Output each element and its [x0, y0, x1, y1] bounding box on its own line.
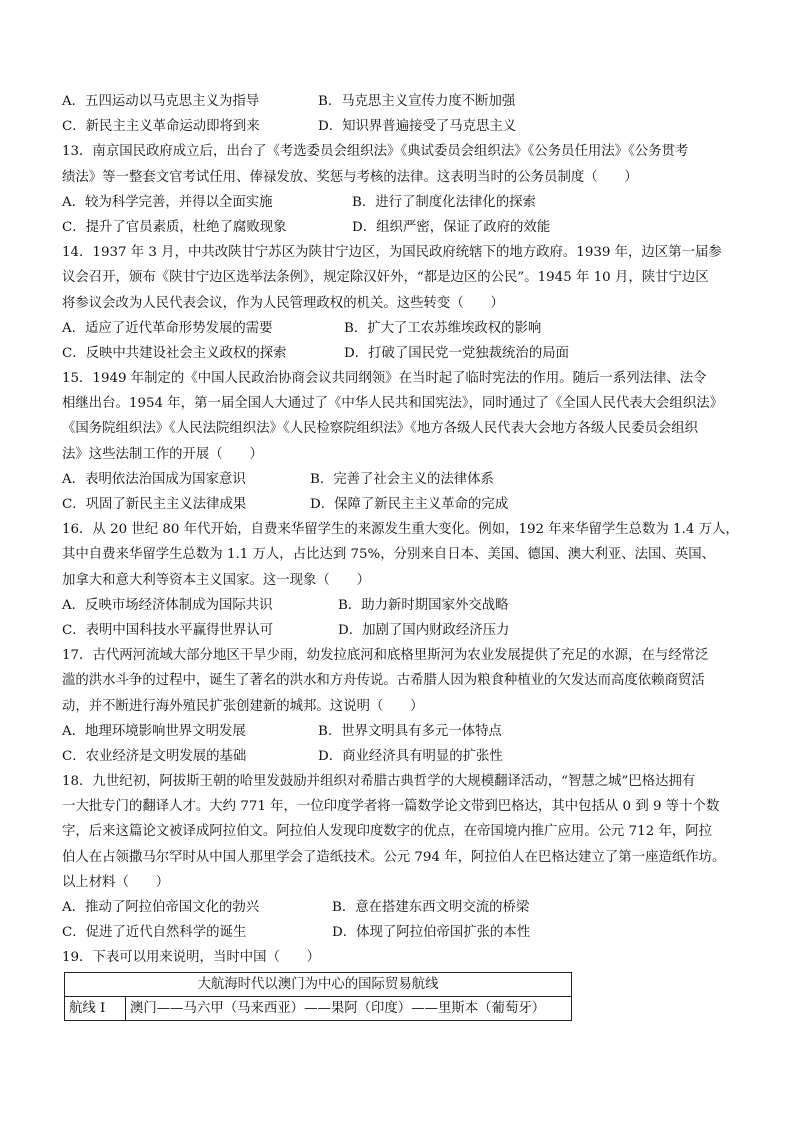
q15-stem-line: 《国务院组织法》《人民法院组织法》《人民检察院组织法》《地方各级人民代表大会地方各级人民委员会组织 [62, 421, 699, 437]
q13-option-c[interactable]: C．提升了官员素质，杜绝了腐败现象 [62, 219, 287, 235]
trade-route-table [64, 972, 572, 1021]
route-label: 航线 I [65, 996, 126, 1020]
q16-option-c[interactable]: C．表明中国科技水平赢得世界认可 [62, 622, 274, 638]
q18-option-b[interactable]: B．意在搭建东西文明交流的桥梁 [332, 900, 530, 915]
exam-page [62, 89, 772, 1021]
q18-stem-line: 以上材料（ ） [62, 874, 170, 890]
q16-stem-line: 16．从 20 世纪 80 年代开始，自费来华留学生的来源发生重大变化。例如，192 年来华留学生总数为 1.4 万人， [62, 522, 739, 538]
q14-option-c[interactable]: C．反映中共建设社会主义政权的探索 [62, 345, 287, 361]
q12-options-row1 [62, 89, 772, 114]
q17-option-a[interactable]: A．地理环境影响世界文明发展 [62, 723, 246, 739]
q12-option-c[interactable]: C．新民主主义革命运动即将到来 [62, 119, 260, 135]
q12-option-b[interactable]: B．马克思主义宣传力度不断加强 [318, 94, 516, 109]
q12-option-d[interactable]: D．知识界普遍接受了马克思主义 [318, 119, 517, 135]
q15-option-b[interactable]: B．完善了社会主义的法律体系 [310, 471, 494, 487]
q13-stem-line: 13．南京国民政府成立后，出台了《考选委员会组织法》《典试委员会组织法》《公务员任用法》《公务贯考 [62, 144, 689, 160]
q18-option-a[interactable]: A．推动了阿拉伯帝国文化的勃兴 [62, 900, 260, 915]
q18-stem-line: 18．九世纪初，阿拔斯王朝的哈里发鼓励并组织对希腊古典哲学的大规模翻译活动，“智慧之城”巴格达拥有 [62, 774, 696, 790]
question-15 [62, 366, 772, 517]
trade-route-table-caption: 大航海时代以澳门为中心的国际贸易航线 [65, 972, 572, 996]
q13-option-a[interactable]: A．较为科学完善，并得以全面实施 [62, 194, 273, 210]
q16-option-d[interactable]: D．加剧了国内财政经济压力 [338, 622, 510, 638]
q16-option-a[interactable]: A．反映市场经济体制成为国际共识 [62, 597, 273, 613]
question-18 [62, 769, 772, 945]
q19-stem: 19．下表可以用来说明，当时中国（ ） [62, 950, 321, 966]
q13-option-d[interactable]: D．组织严密，保证了政府的效能 [352, 219, 551, 235]
q13-stem-line: 绩法》等一整套文官考试任用、俸禄发放、奖惩与考核的法律。这表明当时的公务员制度（ ） [62, 169, 638, 185]
q18-stem-line: 一大批专门的翻译人才。大约 771 年，一位印度学者将一篇数学论文带到巴格达，其中包括从 0 到 9 等十个数 [62, 799, 720, 815]
q15-stem-line: 15．1949 年制定的《中国人民政治协商会议共同纲领》在当时起了临时宪法的作用。随后一系列法律、法令 [62, 371, 707, 387]
q15-option-c[interactable]: C．巩固了新民主主义法律成果 [62, 497, 247, 512]
q18-option-d[interactable]: D．体现了阿拉伯帝国扩张的本性 [332, 925, 531, 941]
question-13 [62, 139, 772, 240]
q12-option-a[interactable]: A．五四运动以马克思主义为指导 [62, 94, 260, 109]
q14-option-a[interactable]: A．适应了近代革命形势发展的需要 [62, 320, 273, 336]
q17-stem-line: 动，并不断进行海外殖民扩张创建新的城邦。这说明（ ） [62, 698, 424, 714]
q17-option-c[interactable]: C．农业经济是文明发展的基础 [62, 748, 247, 764]
q17-stem-line: 17．古代两河流域大部分地区干旱少雨，幼发拉底河和底格里斯河为农业发展提供了充足的水源，在与经常泛 [62, 648, 709, 664]
q18-stem-line: 伯人在占领撒马尔罕时从中国人那里学会了造纸技术。公元 794 年，阿拉伯人在巴格达建立了第一座造纸作坊。 [62, 849, 726, 865]
q14-option-b[interactable]: B．扩大了工农苏维埃政权的影响 [344, 320, 542, 336]
q15-stem-line: 相继出台。1954 年，第一届全国人大通过了《中华人民共和国宪法》，同时通过了《全国人民代表大会组织法》 [62, 396, 723, 412]
q18-stem-line: 字，后来这篇论文被译成阿拉伯文。阿拉伯人发现印度数字的优点，在帝国境内推广应用。公元 712 年，阿拉 [62, 824, 713, 840]
route-path: 澳门——马六甲（马来西亚）——果阿（印度）——里斯本（葡萄牙） [126, 996, 572, 1020]
q17-option-b[interactable]: B．世界文明具有多元一体特点 [318, 723, 502, 739]
q13-option-b[interactable]: B．进行了制度化法律化的探索 [352, 194, 536, 210]
q14-stem-line: 14．1937 年 3 月，中共改陕甘宁苏区为陕甘宁边区，为国民政府统辖下的地方政府。1939 年，边区第一届参 [62, 245, 722, 261]
q16-option-b[interactable]: B．助力新时期国家外交战略 [338, 597, 509, 613]
q16-stem-line: 其中自费来华留学生总数为 1.1 万人，占比达到 75%，分别来自日本、美国、德国、澳大利亚、法国、英国、 [62, 547, 716, 563]
q14-option-d[interactable]: D．打破了国民党一党独裁统治的局面 [344, 345, 569, 361]
q17-stem-line: 滥的洪水斗争的过程中，诞生了著名的洪水和方舟传说。古希腊人因为粮食种植业的欠发达而高度依赖商贸活 [62, 673, 705, 689]
q15-option-d[interactable]: D．保障了新民主主义革命的完成 [310, 497, 509, 512]
q12-options-row2 [62, 114, 772, 139]
table-row [65, 996, 572, 1020]
q16-stem-line: 加拿大和意大利等资本主义国家。这一现象（ ） [62, 572, 370, 588]
q15-stem-line: 法》这些法制工作的开展（ ） [62, 446, 263, 462]
question-19 [62, 945, 772, 1020]
q14-stem-line: 议会召开，颁布《陕甘宁边区选举法条例》，规定除汉奸外，“都是边区的公民”。1945 年 10 月，陕甘宁边区 [62, 270, 709, 286]
q17-option-d[interactable]: D．商业经济具有明显的扩张性 [318, 748, 503, 764]
q14-stem-line: 将参议会改为人民代表会议，作为人民管理政权的机关。这些转变（ ） [62, 295, 504, 311]
question-16 [62, 517, 772, 643]
q18-option-c[interactable]: C．促进了近代自然科学的诞生 [62, 925, 247, 941]
q15-option-a[interactable]: A．表明依法治国成为国家意识 [62, 471, 246, 487]
question-14 [62, 240, 772, 366]
question-17 [62, 643, 772, 769]
